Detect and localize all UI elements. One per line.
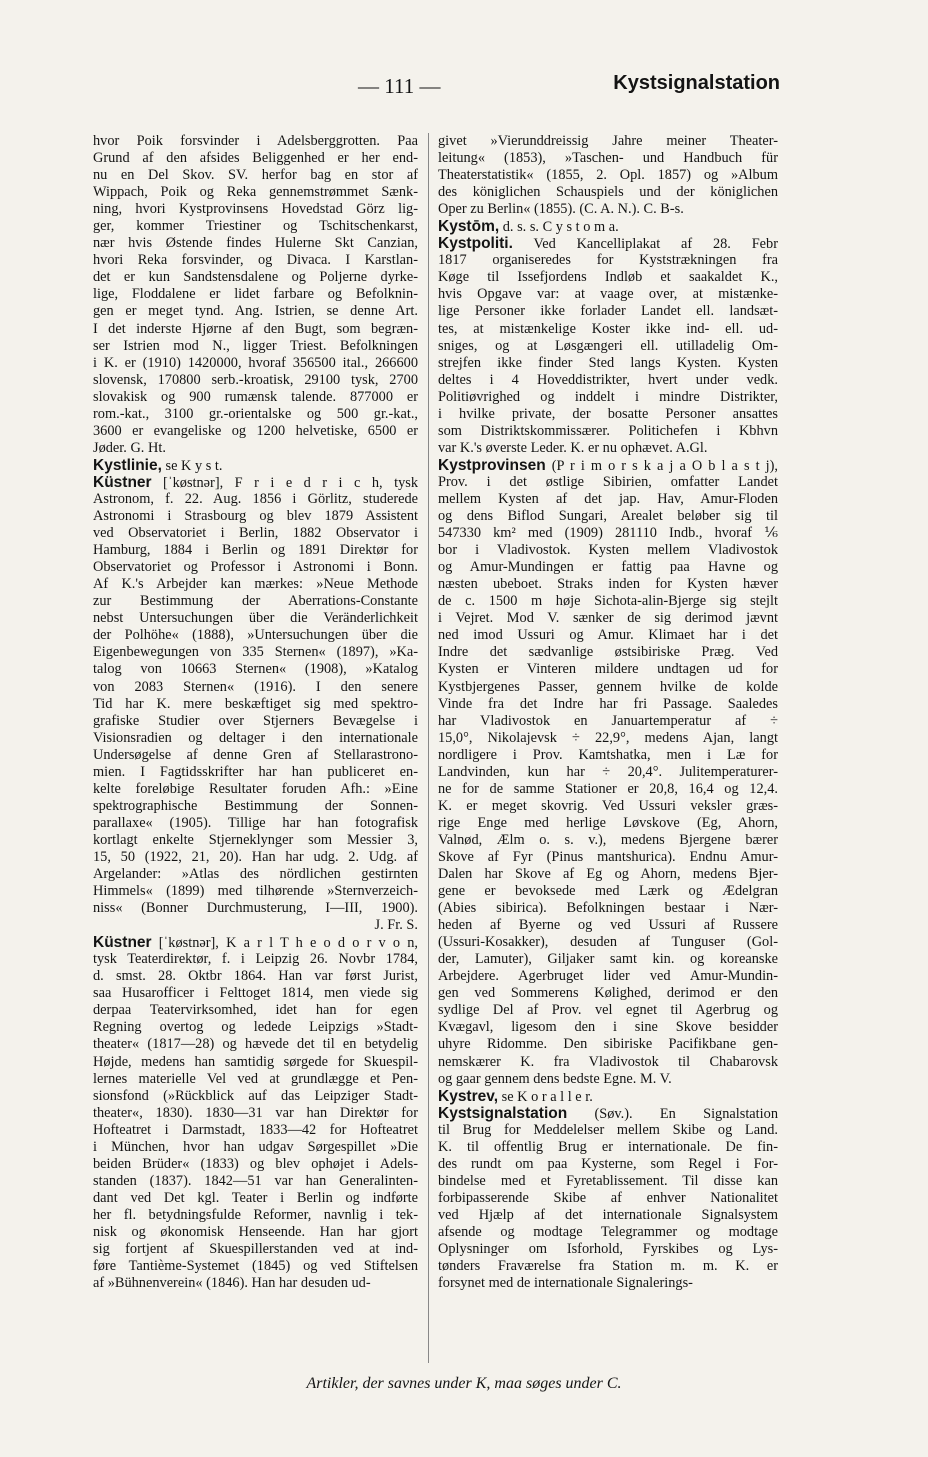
- text-line: i München, hvor han udgav Sørgespillet »Die: [93, 1138, 418, 1155]
- text-line: lige Personer ikke forlader Landet ell. landsæt-: [438, 303, 778, 320]
- text-line: des königlichen Schauspiels und der königlichen: [438, 184, 778, 201]
- text-line: rom.-kat., 3100 gr.-orientalske og 500 gr.-kat.,: [93, 405, 418, 422]
- text-line: Prov. i det østlige Sibirien, omfatter Landet: [438, 473, 778, 490]
- text-line: der Polhöhe« (1888), »Untersuchungen über die: [93, 627, 418, 644]
- text-line: gen ved Sommerens Kølighed, derimod er den: [438, 985, 778, 1002]
- text-line: 15, 50 (1922, 21, 20). Han har udg. 2. Udg. af: [93, 848, 418, 865]
- text-line: lernes materielle Vel ved at grundlægge et Pen-: [93, 1070, 418, 1087]
- text-line: slovakisk og 900 rumænsk talende. 877000 er: [93, 388, 418, 405]
- text-line: derpaa Teatervirksomhed, idet han for egen: [93, 1002, 418, 1019]
- page-footer: Artikler, der savnes under K, maa søges under C.: [306, 1375, 622, 1392]
- text-line: Landvinden, kun har ÷ 20,4°. Julitemperaturer-: [438, 763, 778, 780]
- text-line: Hamburg, 1884 i Berlin og 1891 Direktør for: [93, 542, 418, 559]
- text-line: Astronom, f. 22. Aug. 1856 i Görlitz, studerede: [93, 490, 418, 507]
- text-line: Tid har K. mere beskæftiget sig med spektro-: [93, 695, 418, 712]
- text-line: sionsfond (»Rückblick auf das Leipziger Stadt-: [93, 1087, 418, 1104]
- text-line: mellem Kysten af det jap. Hav, Amur-Floden: [438, 490, 778, 507]
- text-line: Kystōm, d. s. s. C y s t o m a.: [438, 218, 619, 236]
- text-line: 547330 km² med (1909) 281110 Indb., hvoraf ⅙: [438, 525, 778, 542]
- text-line: Oper zu Berlin« (1855). (C. A. N.). C. B-s.: [438, 201, 684, 218]
- text-line: og Amur-Mundingen er fattig paa Havne og: [438, 559, 778, 576]
- text-line: nordligere i Prov. Kamtshatka, men i Læ for: [438, 746, 778, 763]
- text-line: det er kun Sandstensdalene og Poljerne dyrke-: [93, 269, 418, 286]
- text-line: var K.'s øverste Leder. K. er nu ophævet. A.Gl.: [438, 439, 708, 456]
- text-line: uhyre Ridomme. Den sibiriske Pacifikbane gen-: [438, 1036, 778, 1053]
- text-line: Küstner [ˈkøstnər], K a r l T h e o d o r v o n,: [93, 934, 418, 952]
- text-line: bindelse med et Fyretablissement. Til disse kan: [438, 1172, 778, 1189]
- headword: Kystpoliti.: [438, 235, 513, 253]
- text-line: Hofteatret i Darmstadt, 1833—42 for Hofteatret: [93, 1121, 418, 1138]
- text-line: K. er meget skovrig. Ved Ussuri veksler græs-: [438, 797, 778, 814]
- text-line: Visionsradien og deltager i den internationale: [93, 729, 418, 746]
- text-line: Skove af Fyr (Pinus mantshurica). Endnu Amur-: [438, 848, 778, 865]
- text-line: tønders Fraværelse fra Station m. m. K. er: [438, 1258, 778, 1275]
- text-line: nu en Del Skov. SV. herfor bag en stor af: [93, 167, 418, 184]
- text-line: des rundt om paa Kysterne, som Regel i For-: [438, 1155, 778, 1172]
- text-line: ned imod Ussuri og Amur. Klimaet har i det: [438, 627, 778, 644]
- text-line: Af K.'s Arbejder kan mærkes: »Neue Methode: [93, 576, 418, 593]
- text-line: Oplysninger om Isforhold, Fyrskibes og Lys-: [438, 1241, 778, 1258]
- running-head: Kystsignalstation: [613, 72, 780, 94]
- text-line: føre Tantième-Systemet (1845) og ved Stiftelsen: [93, 1258, 418, 1275]
- text-line: Kystsignalstation (Søv.). En Signalstation: [438, 1104, 778, 1122]
- headword: Küstner: [93, 934, 152, 952]
- text-line: næsten ubeboet. Straks inden for Kysten hæver: [438, 576, 778, 593]
- text-line: dant ved Det kgl. Teater i Berlin og indførte: [93, 1189, 418, 1206]
- text-line: parallaxe« (1905). Tillige har han fotografisk: [93, 814, 418, 831]
- text-line: Kvægavl, ligesom den i sine Skove besidder: [438, 1019, 778, 1036]
- headword: Kystōm,: [438, 218, 500, 236]
- text-line: J. Fr. S.: [374, 917, 418, 934]
- text-line: Politiøvrighed og inddelt i mindre Distrikter,: [438, 388, 778, 405]
- text-line: theater«, 1830). 1830—31 var han Direktør for: [93, 1104, 418, 1121]
- right-column: [438, 133, 778, 1292]
- text-line: Himmels« (1899) med tilhørende »Sternverzeich-: [93, 883, 418, 900]
- text-line: ne for de samme Stationer er 20,8, 16,4 og 12,4.: [438, 780, 778, 797]
- text-line: Astronomi i Strasbourg og blev 1879 Assistent: [93, 508, 418, 525]
- text-line: strejfen ikke finder Sted langs Kysten. Kysten: [438, 354, 778, 371]
- text-line: gene er bevoksede med Lærk og Ædelgran: [438, 883, 778, 900]
- text-line: Valnød, Ælm o. s. v.), medens Bjergene bærer: [438, 831, 778, 848]
- text-line: nær hvis Østende findes Hulerne Skt Canzian,: [93, 235, 418, 252]
- text-line: slovensk, 170800 serb.-kroatisk, 29100 tysk, 2700: [93, 371, 418, 388]
- text-line: ser Istrien mod N., ligger Triest. Befolkningen: [93, 337, 418, 354]
- text-line: hvori Reka forsvinder, og Divaca. I Karstlan-: [93, 252, 418, 269]
- text-line: hvis Opgave var: at vaage over, at mistænke-: [438, 286, 778, 303]
- text-line: ved Observatoriet i Berlin, 1882 Observator i: [93, 525, 418, 542]
- text-line: beiden Brüder« (1833) og blev ophøjet i Adels-: [93, 1155, 418, 1172]
- headword: Kystsignalstation: [438, 1104, 568, 1122]
- text-line: d. smst. 28. Oktbr 1864. Han var først Jurist,: [93, 968, 418, 985]
- text-line: Küstner [ˈkøstnər], F r i e d r i c h, tysk: [93, 473, 418, 491]
- text-line: lige, Floddalene er lidet farbare og Befolknin-: [93, 286, 418, 303]
- text-line: Vinde fra det Indre har fri Passage. Saaledes: [438, 695, 778, 712]
- text-line: 15,0°, Nikolajevsk ÷ 22,9°, medens Ajan, langt: [438, 729, 778, 746]
- text-line: Indre det sædvanlige østsibiriske Præg. Ved: [438, 644, 778, 661]
- text-line: forbipasserende Skibe af enhver Nationalitet: [438, 1189, 778, 1206]
- text-line: Højde, medens han samtidig sørgede for Skuespil-: [93, 1053, 418, 1070]
- text-line: og gaar gennem dens bedste Egne. M. V.: [438, 1070, 672, 1087]
- text-line: talog von 10663 Sternen« (1908), »Katalog: [93, 661, 418, 678]
- text-line: von 2083 Sternen« (1916). I den senere: [93, 678, 418, 695]
- headword: Kystrev,: [438, 1087, 499, 1105]
- text-line: heden af Byerne og ved Ussuri af Russere: [438, 917, 778, 934]
- text-line: deltes i 4 Hoveddistrikter, hvert under vedk.: [438, 371, 778, 388]
- text-line: K. til offentlig Brug er internationale. De fin-: [438, 1138, 778, 1155]
- text-line: Observatoriet og Professor i Astronomi i Bonn.: [93, 559, 418, 576]
- text-line: sniges, og at Løsgængeri ell. utilladelig Om-: [438, 337, 778, 354]
- text-line: nebst Untersuchungen über die Veränderlichkeit: [93, 610, 418, 627]
- text-line: Regning overtog og ledede Leipzigs »Stadt-: [93, 1019, 418, 1036]
- text-line: nemskærer K. fra Vladivostok til Chabarovsk: [438, 1053, 778, 1070]
- text-line: Theaterstatistik« (1855, 2. Opl. 1857) og »Album: [438, 167, 778, 184]
- text-line: Kysten er Vinteren mildere undtagen ud for: [438, 661, 778, 678]
- text-line: Kystlinie, se K y s t.: [93, 456, 223, 474]
- text-line: i K. er (1910) 1420000, hvoraf 356500 ital., 266600: [93, 354, 418, 371]
- text-line: Kystrev, se K o r a l l e r.: [438, 1087, 593, 1105]
- text-line: Køge til Issefjordens Indløb et saakaldet K.,: [438, 269, 778, 286]
- headword: Kystprovinsen: [438, 456, 546, 474]
- left-column: [93, 133, 418, 1292]
- text-line: rige Enge med herlige Løvskove (Eg, Ahorn,: [438, 814, 778, 831]
- text-line: Jøder. G. Ht.: [93, 439, 166, 456]
- headword: Kystlinie,: [93, 456, 162, 474]
- page-number: — 111 —: [358, 74, 441, 98]
- text-line: ger, kommer Triestiner og Tschitschenkarst,: [93, 218, 418, 235]
- text-line: i Vejret. Mod V. sænker de sig derimod jævnt: [438, 610, 778, 627]
- text-line: bor i Vladivostok. Kysten mellem Vladivostok: [438, 542, 778, 559]
- text-line: ved Hjælp af det internationale Signalsystem: [438, 1206, 778, 1223]
- text-line: givet »Vierunddreissig Jahre meiner Theater-: [438, 133, 778, 149]
- text-line: hvor Poik forsvinder i Adelsberggrotten. Paa: [93, 133, 418, 149]
- text-line: gen er meget tynd. Ang. Istrien, se denne Art.: [93, 303, 418, 320]
- text-line: til Brug for Meddelelser mellem Skibe og Land.: [438, 1121, 778, 1138]
- text-line: har Vladivostok en Januartemperatur af ÷: [438, 712, 778, 729]
- text-line: 3600 er evangeliske og 1200 helvetiske, 6500 er: [93, 422, 418, 439]
- text-line: afsende og modtage Telegrammer og modtage: [438, 1224, 778, 1240]
- text-line: i hvilke private, der bosatte Personer ansattes: [438, 405, 778, 422]
- text-line: sig fortjent af Skuespillerstanden ved at ind-: [93, 1241, 418, 1258]
- text-line: spektrographische Bestimmung der Sonnen-: [93, 797, 418, 814]
- text-line: standen (1837). 1842—51 var han Generalinten-: [93, 1172, 418, 1189]
- text-line: Argelander: »Atlas des nördlichen gestirnten: [93, 866, 418, 883]
- text-line: Arbejdere. Agerbruget lider ved Amur-Mundin-: [438, 968, 778, 985]
- text-line: der, Lamuter), Giljaker samt kin. og koreanske: [438, 951, 778, 968]
- text-line: tysk Teaterdirektør, f. i Leipzig 26. Novbr 1784,: [93, 951, 418, 968]
- text-line: her fl. betydningsfulde Reformer, navnlig i tek-: [93, 1206, 418, 1223]
- text-line: kortlagt enkelte Stjerneklynger som Messier 3,: [93, 831, 418, 848]
- text-line: og dens Biflod Sungari, Arealet beløber sig til: [438, 508, 778, 525]
- text-line: I det inderste Hjørne af den Bugt, som begræn-: [93, 320, 418, 337]
- text-line: forsynet med de internationale Signalerings-: [438, 1275, 693, 1292]
- text-line: sydlige Del af Prov. vel egnet til Agerbrug og: [438, 1002, 778, 1019]
- text-line: (Ussuri-Kosakker), desuden af Tunguser (Gol-: [438, 934, 778, 951]
- column-divider: [428, 133, 429, 1363]
- text-line: Kystpoliti. Ved Kancelliplakat af 28. Febr: [438, 235, 778, 253]
- page-header: [0, 74, 928, 104]
- text-line: mien. I Fagtidsskrifter har han publiceret en-: [93, 763, 418, 780]
- text-line: som Distriktskommissærer. Politichefen i Kbhvn: [438, 422, 778, 439]
- text-line: (Abies sibirica). Befolkningen bestaar i Nær-: [438, 900, 778, 917]
- text-line: Dalen har Skove af Eg og Ahorn, medens Bjer-: [438, 866, 778, 883]
- text-line: Grund af den afsides Beliggenhed er her end-: [93, 150, 418, 167]
- text-line: theater« (1817—28) og hævede det til en betydelig: [93, 1036, 418, 1053]
- text-line: tes, at mistænkelige Koster ikke ind- ell. ud-: [438, 320, 778, 337]
- text-line: niss« (Bonner Durchmusterung, I—III, 1900).: [93, 900, 418, 917]
- text-line: af »Bühnenverein« (1846). Han har desuden ud-: [93, 1275, 371, 1292]
- text-line: Wippach, Poik og Reka gennemstrømmet Sænk-: [93, 184, 418, 201]
- text-line: de c. 1500 m høje Sichota-alin-Bjerge sig stejlt: [438, 593, 778, 610]
- text-line: zur Bestimmung der Aberrations-Constante: [93, 593, 418, 610]
- text-line: Kystbjergenes Passer, gennem hvilke de kolde: [438, 678, 778, 695]
- text-line: nisk og økonomisk Henseende. Han har gjort: [93, 1224, 418, 1240]
- text-line: grafiske Studier over Stjerners Bevægelse i: [93, 712, 418, 729]
- text-line: 1817 organiseredes for Kyststrækningen fra: [438, 252, 778, 269]
- text-line: Undersøgelse af denne Gren af Stellarastrono-: [93, 746, 418, 763]
- text-line: leitung« (1853), »Taschen- und Handbuch für: [438, 150, 778, 167]
- text-line: Kystprovinsen (P r i m o r s k a j a O b l a s t j),: [438, 456, 778, 474]
- text-line: kelte foreløbige Resultater foruden Afh.: »Eine: [93, 780, 418, 797]
- text-line: Eigenbewegungen von 335 Sternen« (1897), »Ka-: [93, 644, 418, 661]
- text-line: ning, hvori Kystprovinsens Hovedstad Görz lig-: [93, 201, 418, 218]
- text-line: saa Husarofficer i Felttoget 1814, men viede sig: [93, 985, 418, 1002]
- headword: Küstner: [93, 473, 152, 491]
